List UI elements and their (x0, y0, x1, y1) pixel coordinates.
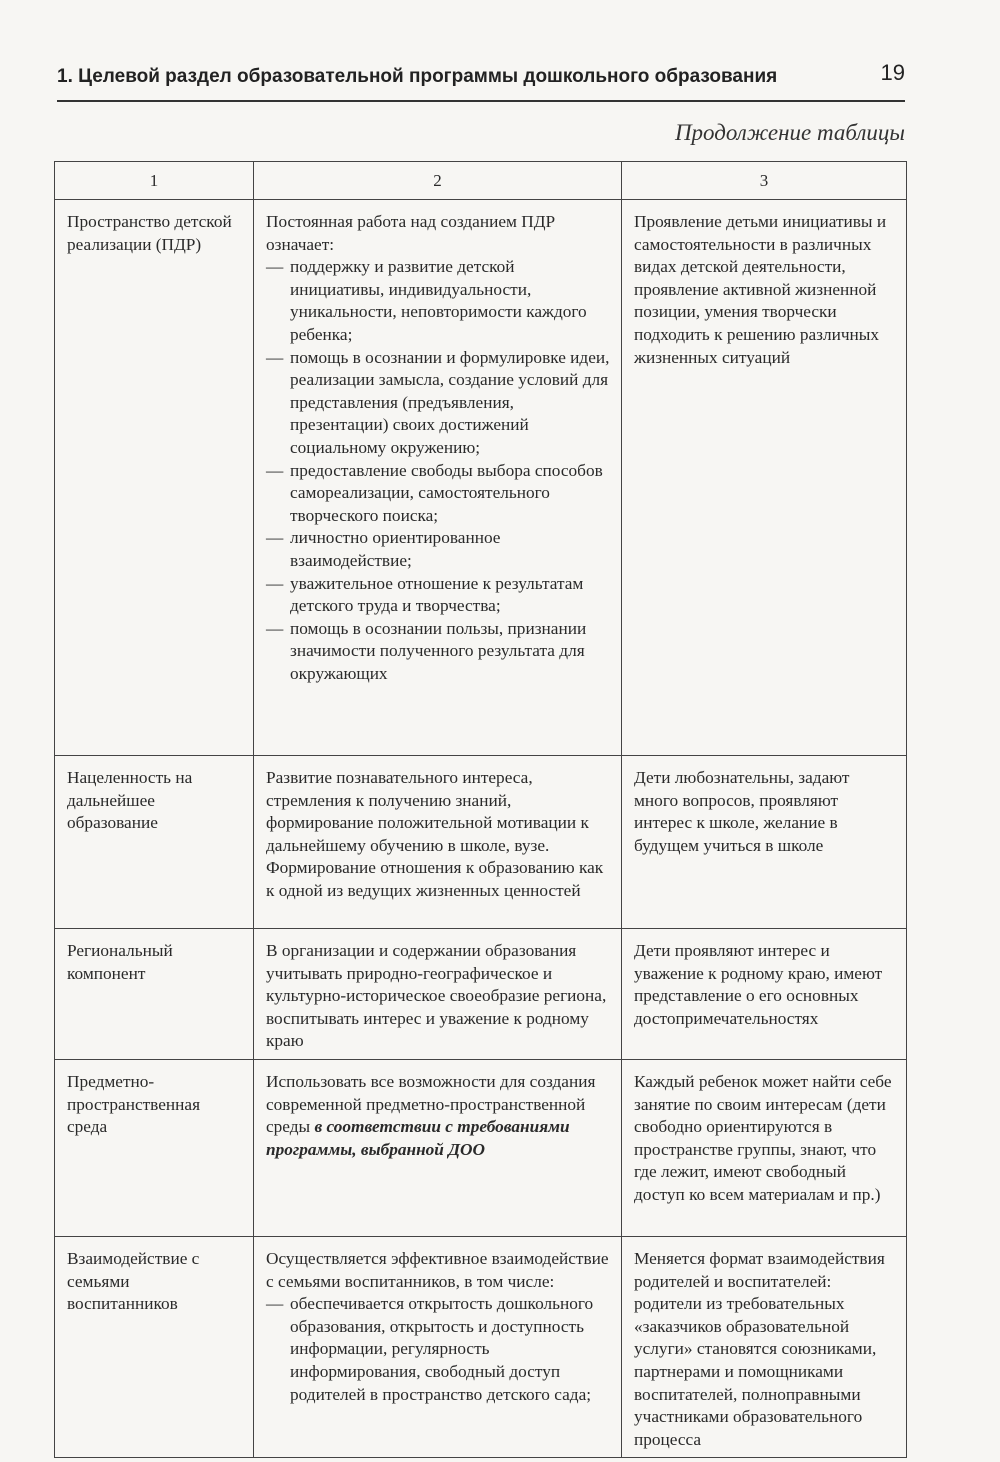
criterion-cell: Пространство детской реализации (ПДР) (55, 200, 254, 756)
result-cell: Дети проявляют интерес и уважение к родному краю, имеют представление о его основных достопримечательностях (622, 929, 907, 1060)
criterion-cell: Региональный компонент (55, 929, 254, 1060)
list-item: — помощь в осознании и формулировке идеи, реализации замысла, создание условий для представления (предъявления, презентации) своих достижений социальному окружению; (266, 347, 611, 460)
criterion-cell: Взаимодействие с семьями воспитанников (55, 1237, 254, 1458)
continuation-label: Продолжение таблицы (674, 120, 905, 145)
list-item: — обеспечивается открытость дошкольного образования, открытость и доступность информации, регулярность информирования, свободный доступ родителей в пространство детского сада; (266, 1293, 611, 1406)
content-intro: Осуществляется эффективное взаимодействие с семьями воспитанников, в том числе: (266, 1249, 609, 1291)
list-item: — уважительное отношение к результатам детского труда и творчества; (266, 573, 611, 618)
result-cell: Каждый ребенок может найти себе занятие по своим интересам (дети свободно ориентируются в пространстве группы, знают, что где лежит, имеют свободный доступ ко всем материалам и пр.) (622, 1060, 907, 1237)
criteria-table (54, 161, 907, 1458)
list-item: — помощь в осознании пользы, признании значимости полученного результата для окружающих (266, 618, 611, 686)
result-cell: Меняется формат взаимодействия родителей и воспитателей: родители из требовательных «заказчиков образовательной услуги» становятся союзниками, партнерами и помощниками воспитателей, полноправными участниками образовательного процесса (622, 1237, 907, 1458)
page-number: 19 (880, 60, 905, 85)
list-item: — предоставление свободы выбора способов самореализации, самостоятельного творческого поиска; (266, 460, 611, 528)
content-cell (254, 1060, 622, 1237)
column-number: 2 (254, 162, 622, 200)
content-list (266, 1293, 611, 1406)
table-row (55, 200, 907, 756)
running-head (57, 60, 905, 102)
table-row (55, 756, 907, 929)
criterion-cell: Нацеленность на дальнейшее образование (55, 756, 254, 929)
emphasis-text: в соответствии с требованиями программы, выбранной ДОО (266, 1117, 570, 1159)
list-item: — личностно ориентированное взаимодействие; (266, 527, 611, 572)
content-list (266, 256, 611, 685)
content-text: Использовать все возможности для создания современной предметно-пространственной среды (266, 1072, 596, 1137)
content-cell: В организации и содержании образования учитывать природно-географическое и культурно-историческое своеобразие региона, воспитывать интерес и уважение к родному краю (254, 929, 622, 1060)
content-cell: Развитие познавательного интереса, стремления к получению знаний, формирование положительной мотивации к дальнейшему обучению в школе, вузе. Формирование отношения к образованию как к одной из ведущих жизненных ценностей (254, 756, 622, 929)
section-title: 1. Целевой раздел образовательной программы дошкольного образования (57, 66, 778, 87)
table-header-row (55, 162, 907, 200)
content-intro: Постоянная работа над созданием ПДР означает: (266, 212, 556, 254)
list-item: — поддержку и развитие детской инициативы, индивидуальности, уникальности, неповторимости каждого ребенка; (266, 256, 611, 346)
content-cell (254, 200, 622, 756)
table-row (55, 1237, 907, 1458)
table-row (55, 929, 907, 1060)
result-cell: Дети любознательны, задают много вопросов, проявляют интерес к школе, желание в будущем учиться в школе (622, 756, 907, 929)
criterion-cell: Предметно-пространственная среда (55, 1060, 254, 1237)
result-cell: Проявление детьми инициативы и самостоятельности в различных видах детской деятельности, проявление активной жизненной позиции, умения творчески подходить к решению различных жизненных ситуаций (622, 200, 907, 756)
column-number: 3 (622, 162, 907, 200)
column-number: 1 (55, 162, 254, 200)
table-row (55, 1060, 907, 1237)
content-cell (254, 1237, 622, 1458)
